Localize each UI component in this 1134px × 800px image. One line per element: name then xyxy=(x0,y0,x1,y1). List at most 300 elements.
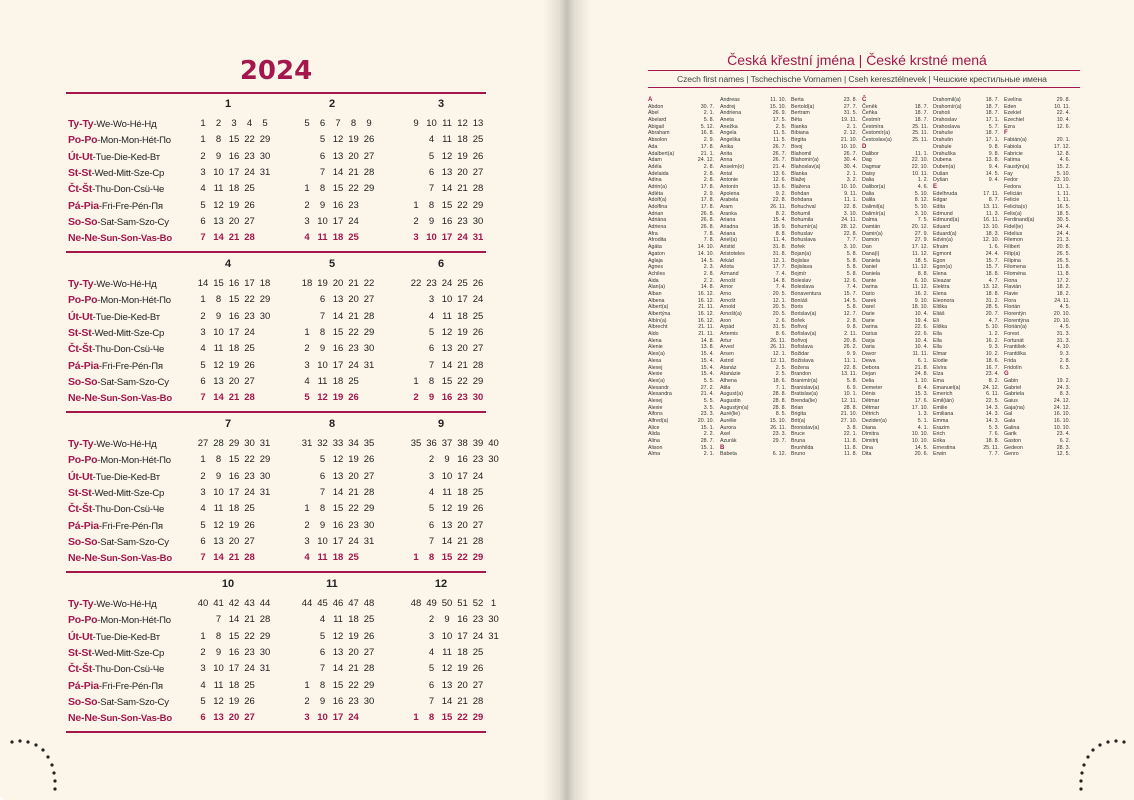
day-number: 18 xyxy=(457,134,468,146)
first-name: Eleonora xyxy=(933,297,955,304)
name-day-date: 1. 11. xyxy=(1057,197,1070,204)
day-number: 19 xyxy=(348,134,359,146)
letter-heading xyxy=(648,97,714,104)
day-number: 28 xyxy=(472,183,484,195)
name-entry xyxy=(791,358,857,365)
name-day-date: 22. 6. xyxy=(914,324,928,331)
name-entry xyxy=(862,324,928,331)
name-day-date: 7. 7. xyxy=(988,451,999,458)
day-number: 10 xyxy=(441,294,453,306)
weekday-other-languages: -Wed-Mitt-Sze-Ср xyxy=(91,487,165,499)
name-entry xyxy=(862,304,928,311)
name-entry xyxy=(720,338,786,345)
name-day-date: 5. 3. xyxy=(988,424,999,431)
name-entry xyxy=(933,197,999,204)
day-number: 27 xyxy=(472,166,484,178)
day-number: 24 xyxy=(472,294,484,306)
name-entry xyxy=(1004,311,1070,318)
week-number: 48 xyxy=(410,598,422,609)
first-name: Arpád xyxy=(720,324,735,331)
week-number: 22 xyxy=(410,278,422,289)
name-day-date: 4. 6. xyxy=(917,183,928,190)
day-number: 10 xyxy=(317,215,328,227)
name-day-date: 11. 8. xyxy=(844,444,857,451)
weekday-czech-slovak: St-St xyxy=(68,646,92,659)
day-number: 23 xyxy=(244,310,255,322)
first-name: Edgar xyxy=(933,197,948,204)
name-day-date: 6. 11. xyxy=(986,391,999,398)
name-day-date: 9. 9. xyxy=(846,351,857,358)
first-name: Bronislav(a) xyxy=(791,424,820,431)
name-day-date: 4. 5. xyxy=(1059,304,1070,311)
first-name: Bořivoj xyxy=(791,324,808,331)
name-entry xyxy=(933,438,999,445)
day-number: 17 xyxy=(332,712,344,724)
first-name: Gaja(na) xyxy=(1004,404,1025,411)
name-entry xyxy=(862,197,928,204)
name-day-date: 27. 9. xyxy=(914,237,928,244)
first-name: Frida xyxy=(1004,357,1017,364)
weekday-row xyxy=(66,454,486,470)
day-number: 13 xyxy=(441,343,453,355)
name-day-date: 2. 8. xyxy=(703,177,714,184)
day-number: 22 xyxy=(244,454,255,466)
day-number: 30 xyxy=(363,343,375,355)
name-day-date: 15. 4. xyxy=(772,217,786,224)
name-day-date: 2. 1. xyxy=(846,123,857,130)
name-day-date: 19. 11. xyxy=(841,117,857,124)
name-day-date: 16. 12. xyxy=(697,311,714,317)
day-number: 24 xyxy=(244,166,255,178)
first-name: Drahoslava xyxy=(933,123,960,130)
day-number: 13 xyxy=(332,294,344,306)
day-number: 8 xyxy=(319,503,326,515)
day-number: 2 xyxy=(413,392,419,404)
name-entry xyxy=(933,171,999,178)
name-day-date: 12. 1. xyxy=(772,257,786,264)
name-entry xyxy=(1004,278,1070,285)
day-number: 2 xyxy=(304,199,310,211)
day-number: 16 xyxy=(332,199,344,211)
first-name: Adriána xyxy=(648,217,667,224)
name-entry xyxy=(720,291,786,298)
name-entry xyxy=(933,418,999,425)
name-entry xyxy=(648,365,714,372)
name-entry xyxy=(791,311,857,318)
name-day-date: 1. 3. xyxy=(917,411,928,418)
name-entry xyxy=(862,231,928,238)
weekday-other-languages: -We-Wo-Hé-Нд xyxy=(93,279,157,290)
day-number: 18 xyxy=(348,614,359,626)
day-number: 14 xyxy=(441,359,453,371)
first-name: Fiona xyxy=(1004,277,1018,284)
week-number: 30 xyxy=(244,438,255,449)
first-name: Dušan xyxy=(933,170,949,177)
first-name: Adrin(a) xyxy=(648,183,667,190)
name-entry xyxy=(791,385,857,392)
day-number: 6 xyxy=(200,215,206,227)
day-number: 16 xyxy=(228,310,240,322)
name-entry xyxy=(1004,324,1070,331)
name-entry xyxy=(1004,191,1070,198)
name-entry xyxy=(1004,365,1070,372)
name-entry xyxy=(791,331,857,338)
name-day-date: 16. 12. xyxy=(697,290,714,297)
first-name: Afra xyxy=(648,230,658,237)
day-number: 9 xyxy=(428,392,435,404)
first-name: Fedora xyxy=(1004,183,1021,190)
name-entry xyxy=(720,418,786,425)
day-number: 17 xyxy=(332,359,344,371)
name-entry xyxy=(720,438,786,445)
day-number: 17 xyxy=(228,486,240,498)
weekday-czech-slovak: So-So xyxy=(68,695,98,708)
name-day-date: 15. 3. xyxy=(914,391,928,398)
weekday-other-languages: -Fri-Fre-Pén-Пя xyxy=(98,520,163,532)
name-day-date: 3. 10. xyxy=(843,244,857,251)
first-name: Brenda(lie) xyxy=(791,397,817,404)
name-day-date: 14. 5. xyxy=(843,297,857,304)
name-entry xyxy=(933,258,999,265)
name-day-date: 10. 10. xyxy=(911,431,928,438)
week-number: 19 xyxy=(317,278,328,289)
week-number: 18 xyxy=(259,278,271,289)
first-name: Afrodita xyxy=(648,237,667,244)
name-day-date: 17. 5. xyxy=(772,117,786,124)
first-name: Brigita xyxy=(791,411,807,418)
first-name: Eliška xyxy=(933,324,948,331)
day-number: 14 xyxy=(332,166,344,178)
day-number: 20 xyxy=(228,375,240,387)
first-name: Ema xyxy=(933,377,944,384)
name-entry xyxy=(1004,251,1070,258)
day-number: 26 xyxy=(244,359,255,371)
weekday-czech-slovak: So-So xyxy=(68,375,98,388)
first-name: Albert(a) xyxy=(648,304,669,311)
first-name: Dětmar xyxy=(862,397,880,404)
weekday-row xyxy=(66,471,486,487)
first-name: Artemis xyxy=(720,331,738,338)
name-entry xyxy=(933,304,999,311)
name-day-date: 8. 8. xyxy=(917,270,928,277)
day-number: 3 xyxy=(413,232,419,244)
name-entry xyxy=(791,144,857,151)
first-name: Angela xyxy=(720,130,737,137)
first-name: Forest xyxy=(1004,331,1020,338)
first-name: Felicián xyxy=(1004,190,1023,197)
name-entry xyxy=(862,351,928,358)
weekday-row xyxy=(66,232,486,248)
name-entry xyxy=(720,371,786,378)
name-entry xyxy=(791,164,857,171)
name-day-date: 28. 5. xyxy=(985,304,999,311)
first-name: Fabián(a) xyxy=(1004,137,1027,144)
divider xyxy=(66,731,486,733)
weekday-label xyxy=(68,134,171,146)
first-name: Čeněk xyxy=(862,103,878,110)
name-entry xyxy=(933,338,999,345)
first-name: Daniel xyxy=(862,264,878,271)
name-day-date: 13. 10. xyxy=(982,224,999,231)
first-name: Drahoš xyxy=(933,110,951,117)
name-day-date: 11. 11. xyxy=(912,351,928,358)
name-day-date: 7. 5. xyxy=(917,217,928,224)
name-day-date: 24. 8. xyxy=(914,371,928,378)
day-number: 4 xyxy=(428,646,435,658)
name-entry xyxy=(1004,117,1070,124)
weekday-other-languages: -Sun-Son-Vas-Во xyxy=(97,713,172,725)
name-day-date: 29. 8. xyxy=(1056,97,1070,103)
name-entry xyxy=(720,164,786,171)
first-name: Božena xyxy=(791,364,809,371)
weekday-row xyxy=(66,183,486,199)
weekday-other-languages: -Tue-Die-Ked-Вт xyxy=(92,311,160,323)
day-number: 1 xyxy=(413,199,419,211)
first-name: Eliáš xyxy=(933,311,945,317)
first-name: Agáta xyxy=(648,244,662,251)
day-number: 28 xyxy=(472,535,484,547)
day-number: 26 xyxy=(363,134,375,146)
name-entry xyxy=(1004,237,1070,244)
day-number: 4 xyxy=(428,134,435,146)
first-name: Eduard xyxy=(933,224,951,231)
day-number: 25 xyxy=(348,232,359,244)
day-number: 29 xyxy=(363,679,375,691)
name-entry xyxy=(791,124,857,131)
name-day-date: 5. 5. xyxy=(703,397,714,404)
first-name: Erazim xyxy=(933,424,950,431)
name-day-date: 11. 8. xyxy=(844,438,857,445)
week-number: 26 xyxy=(472,278,484,289)
name-entry xyxy=(791,97,857,104)
first-name: Atila xyxy=(720,384,731,391)
day-number: 29 xyxy=(363,503,375,515)
weekday-other-languages: -Fri-Fre-Pén-Пя xyxy=(98,360,163,372)
week-number: 21 xyxy=(348,278,359,289)
name-day-date: 17. 6. xyxy=(914,397,928,404)
name-entry xyxy=(862,405,928,412)
day-number: 18 xyxy=(457,310,468,322)
name-entry xyxy=(720,231,786,238)
day-number: 8 xyxy=(428,712,435,724)
name-day-date: 12. 8. xyxy=(1056,150,1070,157)
first-name: Bořislava xyxy=(791,344,813,351)
first-name: Albín(a) xyxy=(648,317,667,324)
first-name: Eduard(a) xyxy=(933,230,957,237)
name-entry xyxy=(862,164,928,171)
day-number: 22 xyxy=(457,552,468,564)
first-name: Bibiana xyxy=(791,130,809,137)
name-day-date: 2. 1. xyxy=(703,451,714,458)
name-entry xyxy=(648,271,714,278)
first-name: Dubena xyxy=(933,157,952,164)
day-number: 27 xyxy=(244,375,255,387)
name-entry xyxy=(1004,204,1070,211)
first-name: Čestmíra xyxy=(862,123,884,130)
first-name: Axel xyxy=(720,431,731,438)
name-entry xyxy=(791,304,857,311)
first-name: Albena xyxy=(648,297,665,304)
name-entry xyxy=(862,217,928,224)
name-entry xyxy=(1004,184,1070,191)
name-day-date: 26. 11. xyxy=(770,424,786,431)
name-day-date: 14. 3. xyxy=(985,411,999,418)
weekday-czech-slovak: Čt-Št xyxy=(68,343,93,356)
name-day-date: 11. 1. xyxy=(844,197,857,204)
weekday-czech-slovak: St-St xyxy=(68,486,92,499)
name-entry xyxy=(862,251,928,258)
first-name: Bořislav(a) xyxy=(791,331,817,338)
first-name: Filemon xyxy=(1004,237,1023,244)
name-day-date: 10. 11. xyxy=(1054,103,1070,110)
week-number: 44 xyxy=(301,598,313,609)
name-entry xyxy=(933,144,999,151)
name-entry xyxy=(648,144,714,151)
weekday-other-languages: -We-Wo-Hé-Нд xyxy=(93,599,157,610)
name-day-date: 18. 8. xyxy=(985,438,999,445)
name-entry xyxy=(648,445,714,452)
week-number: 35 xyxy=(363,438,375,449)
name-day-date: 3. 10. xyxy=(843,210,857,217)
name-entry xyxy=(862,117,928,124)
first-name: Armand xyxy=(720,270,739,277)
name-day-date: 16. 10. xyxy=(1053,418,1070,424)
day-number: 14 xyxy=(213,552,224,564)
name-day-date: 10. 4. xyxy=(914,337,928,344)
day-number: 27 xyxy=(363,150,375,162)
name-day-date: 2. 1. xyxy=(703,110,714,117)
letter-heading xyxy=(1004,130,1070,137)
name-day-date: 21. 1. xyxy=(700,150,714,157)
name-day-date: 31. 8. xyxy=(772,244,786,251)
first-name: Bohdana xyxy=(791,197,813,204)
first-name: Bianka xyxy=(791,123,808,130)
weekday-other-languages: -Sat-Sam-Szo-Су xyxy=(97,696,169,708)
day-number: 8 xyxy=(215,630,222,642)
day-number: 1 xyxy=(413,552,419,564)
first-name: Arnošt(a) xyxy=(720,311,742,317)
day-number: 15 xyxy=(228,294,240,306)
first-name: Aida xyxy=(648,277,659,284)
name-entry xyxy=(791,438,857,445)
weekday-other-languages: -Thu-Don-Csü-Че xyxy=(92,184,165,196)
week-number: 38 xyxy=(457,438,468,449)
day-number: 25 xyxy=(472,310,484,322)
day-number: 3 xyxy=(200,663,206,675)
first-name: Daisy xyxy=(862,170,876,177)
day-number: 29 xyxy=(363,326,375,338)
name-entry xyxy=(933,211,999,218)
name-entry xyxy=(720,244,786,251)
name-day-date: 15. 1. xyxy=(700,424,714,431)
name-day-date: 31. 5. xyxy=(772,324,786,331)
name-day-date: 4. 6. xyxy=(1059,157,1070,164)
name-day-date: 2. 5. xyxy=(775,371,786,378)
day-number: 9 xyxy=(215,310,222,322)
week-number: 22 xyxy=(363,278,375,289)
name-day-date: 2. 5. xyxy=(775,364,786,371)
name-entry xyxy=(933,318,999,325)
first-name: Borislav(a) xyxy=(791,311,817,317)
day-number: 19 xyxy=(228,359,240,371)
first-name: Adéla xyxy=(648,163,662,170)
weekday-row xyxy=(66,614,486,630)
weekday-row xyxy=(66,503,486,519)
first-name: Dětrich xyxy=(862,411,879,418)
name-day-date: 10. 4. xyxy=(914,311,928,317)
name-entry xyxy=(791,278,857,285)
first-name: Eli xyxy=(933,317,939,324)
first-name: Drahutin xyxy=(933,137,954,144)
name-day-date: 30. 4. xyxy=(843,163,857,170)
day-number: 17 xyxy=(457,630,468,642)
day-number: 15 xyxy=(332,326,344,338)
name-entry xyxy=(791,371,857,378)
day-number: 1 xyxy=(304,679,310,691)
week-number: 1 xyxy=(490,598,497,609)
name-day-date: 18. 7. xyxy=(914,117,928,124)
name-entry xyxy=(791,117,857,124)
first-name: Albrecht xyxy=(648,324,668,331)
spine-shadow xyxy=(567,0,591,800)
first-name: Elodie xyxy=(933,357,948,364)
name-entry xyxy=(648,371,714,378)
name-entry xyxy=(791,157,857,164)
name-day-date: 22. 8. xyxy=(843,204,857,210)
name-entry xyxy=(720,451,786,458)
day-number: 3 xyxy=(304,215,310,227)
first-name: Aurora xyxy=(720,424,736,431)
first-name: Aron xyxy=(720,317,732,324)
week-number: 40 xyxy=(488,438,499,449)
week-number: 40 xyxy=(197,598,209,609)
name-entry xyxy=(648,344,714,351)
name-entry xyxy=(862,177,928,184)
day-number: 5 xyxy=(304,392,310,404)
name-entry xyxy=(1004,438,1070,445)
name-entry xyxy=(1004,331,1070,338)
day-number: 27 xyxy=(363,470,375,482)
day-number: 4 xyxy=(200,343,206,355)
name-entry xyxy=(720,344,786,351)
day-number: 27 xyxy=(472,343,484,355)
name-entry xyxy=(1004,338,1070,345)
day-number: 16 xyxy=(228,150,240,162)
name-day-date: 12. 11. xyxy=(841,397,857,404)
name-day-date: 9. 8. xyxy=(988,143,999,150)
first-name: Blahomil xyxy=(791,150,812,157)
name-entry xyxy=(648,385,714,392)
first-name: Bořek xyxy=(791,317,805,324)
weekday-czech-slovak: Po-Po xyxy=(68,454,98,467)
name-day-date: 27. 7. xyxy=(843,103,857,110)
name-day-date: 17. 10. xyxy=(911,404,928,411)
weekday-czech-slovak: Ne-Ne xyxy=(68,712,98,725)
name-day-date: 16. 5. xyxy=(1056,204,1070,210)
weekday-other-languages: -Mon-Mon-Hét-По xyxy=(97,615,171,627)
first-name: Aram xyxy=(720,204,733,210)
first-name: Dag xyxy=(862,157,872,164)
name-entry xyxy=(1004,177,1070,184)
first-name: Aglaja xyxy=(648,257,663,264)
first-name: Dejan xyxy=(862,371,876,378)
day-number: 14 xyxy=(332,310,344,322)
first-name: Atanázie xyxy=(720,371,741,378)
first-name: Daniela xyxy=(862,257,880,264)
name-entry xyxy=(1004,124,1070,131)
day-number: 17 xyxy=(228,166,240,178)
weekday-row xyxy=(66,360,486,376)
